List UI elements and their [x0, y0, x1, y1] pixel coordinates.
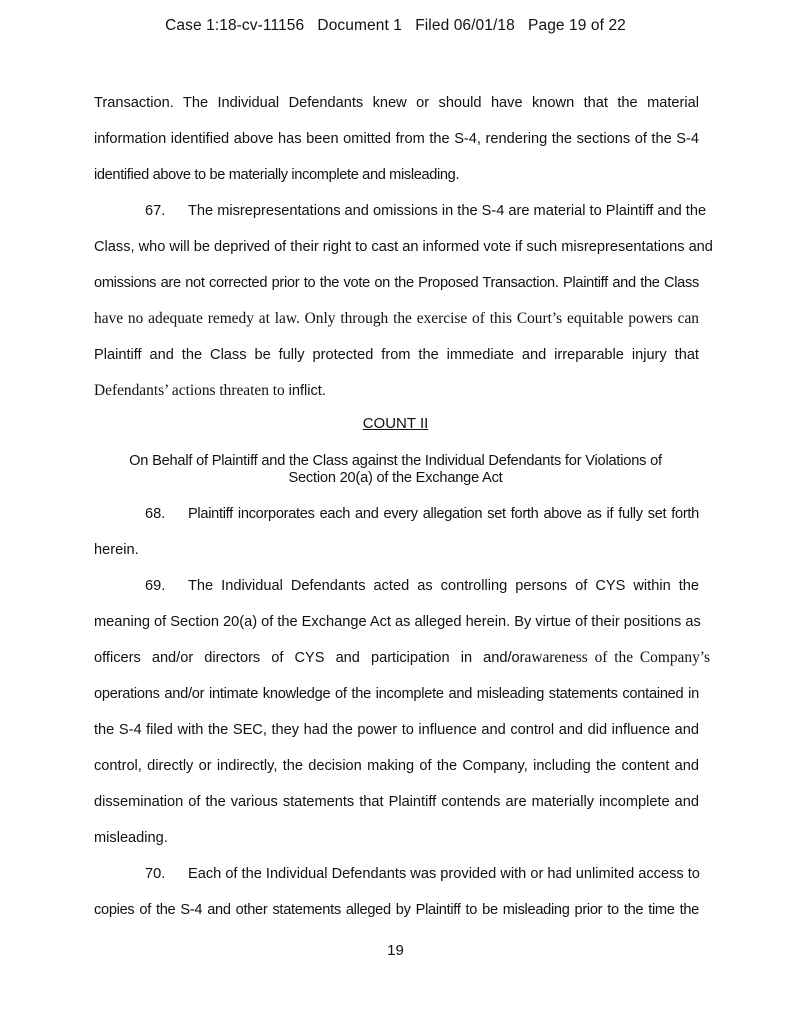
body-text: officers and/or directors of CYS and participation in and/or — [94, 650, 525, 666]
count-title: COUNT II — [362, 415, 429, 432]
body-line: Transaction. The Individual Defendants knew or should have known that the material — [94, 95, 699, 111]
paragraph-number: 69. — [145, 578, 166, 594]
count-subtitle-line-2: Section 20(a) of the Exchange Act — [288, 470, 503, 486]
body-line: Plaintiff incorporates each and every allegation set forth above as if fully set forth — [188, 506, 699, 522]
body-line: the S-4 filed with the SEC, they had the power to influence and control and did influence and — [94, 722, 699, 738]
body-text: inflict. — [288, 383, 326, 399]
body-line: Class, who will be deprived of their right to cast an informed vote if such misrepresentations and — [94, 239, 713, 255]
count-subtitle-line-1: On Behalf of Plaintiff and the Class against the Individual Defendants for Violations of — [129, 453, 662, 469]
body-text-serif: Defendants’ actions threaten to — [94, 382, 289, 399]
count-heading — [0, 415, 791, 433]
paragraph-number: 67. — [145, 203, 166, 219]
body-line: The Individual Defendants acted as controlling persons of CYS within the — [188, 578, 699, 594]
page-number: 19 — [387, 942, 404, 959]
paragraph-number: 70. — [145, 866, 166, 882]
body-line: The misrepresentations and omissions in the S-4 are material to Plaintiff and the — [188, 203, 707, 219]
body-line: control, directly or indirectly, the decision making of the Company, including the content and — [94, 758, 699, 774]
body-line: meaning of Section 20(a) of the Exchange Act as alleged herein. By virtue of their positions as — [94, 614, 701, 630]
body-line: omissions are not corrected prior to the vote on the Proposed Transaction. Plaintiff and the Class — [94, 275, 699, 291]
body-line: information identified above has been omitted from the S-4, rendering the sections of the S-4 — [94, 131, 699, 147]
body-text-serif: awareness of the Company’s — [524, 649, 711, 666]
body-line: Each of the Individual Defendants was provided with or had unlimited access to — [188, 866, 700, 882]
paragraph-number: 68. — [145, 506, 166, 522]
body-line: operations and/or intimate knowledge of the incomplete and misleading statements contained in — [94, 686, 699, 702]
body-line — [94, 381, 699, 401]
body-line: dissemination of the various statements that Plaintiff contends are materially incomplete and — [94, 794, 699, 810]
case-header: Case 1:18-cv-11156 Document 1 Filed 06/01/18 Page 19 of 22 — [165, 17, 626, 34]
body-line: have no adequate remedy at law. Only through the exercise of this Court’s equitable powers can — [94, 310, 699, 327]
body-line: identified above to be materially incomplete and misleading. — [94, 167, 460, 183]
body-line: herein. — [94, 542, 139, 558]
body-line: copies of the S-4 and other statements alleged by Plaintiff to be misleading prior to the time the — [94, 902, 699, 918]
body-line — [94, 648, 711, 668]
body-line: Plaintiff and the Class be fully protected from the immediate and irreparable injury that — [94, 347, 699, 363]
body-line: misleading. — [94, 830, 168, 846]
